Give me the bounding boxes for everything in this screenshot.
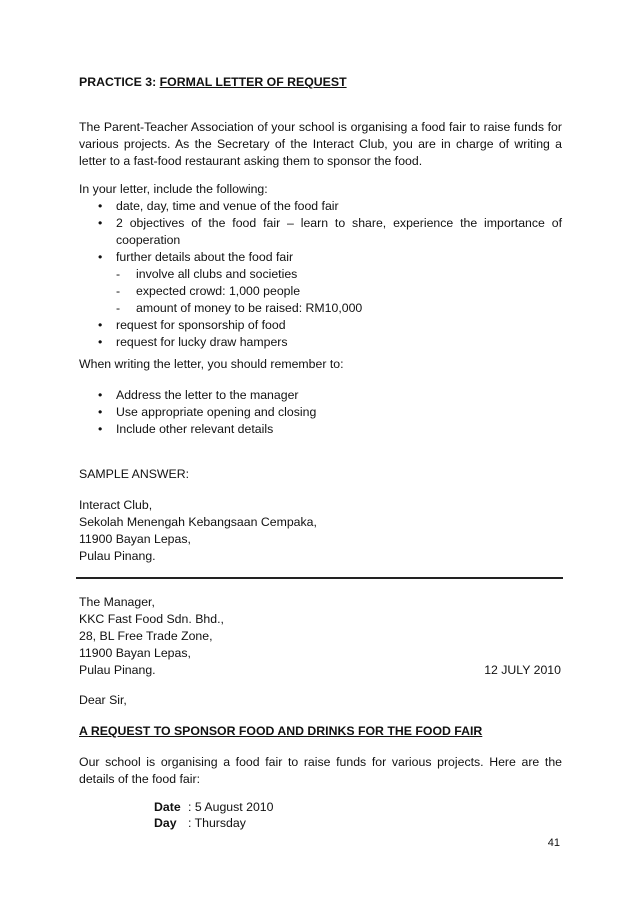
list-item: - involve all clubs and societies — [116, 267, 298, 281]
address-line: 28, BL Free Trade Zone, — [79, 629, 213, 643]
address-line: Interact Club, — [79, 498, 153, 512]
bullet-icon: • — [98, 388, 103, 402]
include-list — [79, 198, 562, 351]
address-line: Pulau Pinang. — [79, 663, 156, 677]
sender-address — [79, 497, 317, 565]
body-paragraph: Our school is organising a food fair to raise funds for various projects. Here are the details of the food fair: — [79, 755, 562, 786]
list-item: • request for lucky draw hampers — [98, 335, 288, 349]
detail-key: Date — [154, 800, 181, 814]
recipient-address — [79, 594, 224, 679]
list-item: • request for sponsorship of food — [98, 318, 286, 332]
list-item: • 2 objectives of the food fair – learn to share, experience the importance of cooperation — [98, 216, 562, 247]
intro-paragraph: The Parent-Teacher Association of your school is organising a food fair to raise funds for various projects. As the Secretary of the Interact Club, you are in charge of writing a letter to a fast-food restaurant asking them to sponsor the food. — [79, 120, 562, 168]
address-line: KKC Fast Food Sdn. Bhd., — [79, 612, 224, 626]
address-line: 11900 Bayan Lepas, — [79, 646, 191, 660]
detail-key: Day — [154, 816, 177, 830]
remember-list — [79, 387, 562, 438]
list-item: - amount of money to be raised: RM10,000 — [116, 301, 363, 315]
letter-date: 12 JULY 2010 — [484, 663, 561, 677]
list-item: - expected crowd: 1,000 people — [116, 284, 301, 298]
salutation: Dear Sir, — [79, 693, 127, 707]
remember-intro: When writing the letter, you should remember to: — [79, 357, 344, 371]
practice-prefix: PRACTICE 3: — [79, 75, 157, 89]
letter-subject: A REQUEST TO SPONSOR FOOD AND DRINKS FOR THE FOOD FAIR — [79, 724, 483, 738]
address-line: The Manager, — [79, 595, 155, 609]
practice-heading — [79, 74, 347, 91]
bullet-icon: • — [98, 422, 103, 436]
practice-title: FORMAL LETTER OF REQUEST — [159, 75, 347, 89]
page-number: 41 — [547, 837, 560, 849]
address-line: Pulau Pinang. — [79, 549, 156, 563]
bullet-icon: • — [98, 199, 103, 213]
list-item: • further details about the food fair - involve all clubs and societies - expected crowd: 1,000 people - amount of money to be raised: RM10,000 — [79, 249, 562, 317]
detail-row-day — [154, 815, 246, 832]
list-item: • Use appropriate opening and closing — [98, 405, 317, 419]
address-line: 11900 Bayan Lepas, — [79, 532, 191, 546]
detail-value: : 5 August 2010 — [188, 800, 274, 814]
further-details-list — [116, 266, 562, 317]
bullet-icon: • — [98, 216, 103, 230]
list-item: • Address the letter to the manager — [98, 388, 299, 402]
detail-row-date — [154, 799, 273, 816]
sample-label: SAMPLE ANSWER: — [79, 467, 190, 481]
bullet-icon: • — [98, 405, 103, 419]
bullet-icon: • — [98, 250, 103, 264]
divider-line — [76, 577, 563, 579]
include-intro: In your letter, include the following: — [79, 182, 268, 196]
address-line: Sekolah Menengah Kebangsaan Cempaka, — [79, 515, 317, 529]
list-item: • date, day, time and venue of the food fair — [98, 199, 339, 213]
bullet-icon: • — [98, 335, 103, 349]
list-item: • Include other relevant details — [98, 422, 274, 436]
bullet-icon: • — [98, 318, 103, 332]
detail-value: : Thursday — [188, 816, 246, 830]
